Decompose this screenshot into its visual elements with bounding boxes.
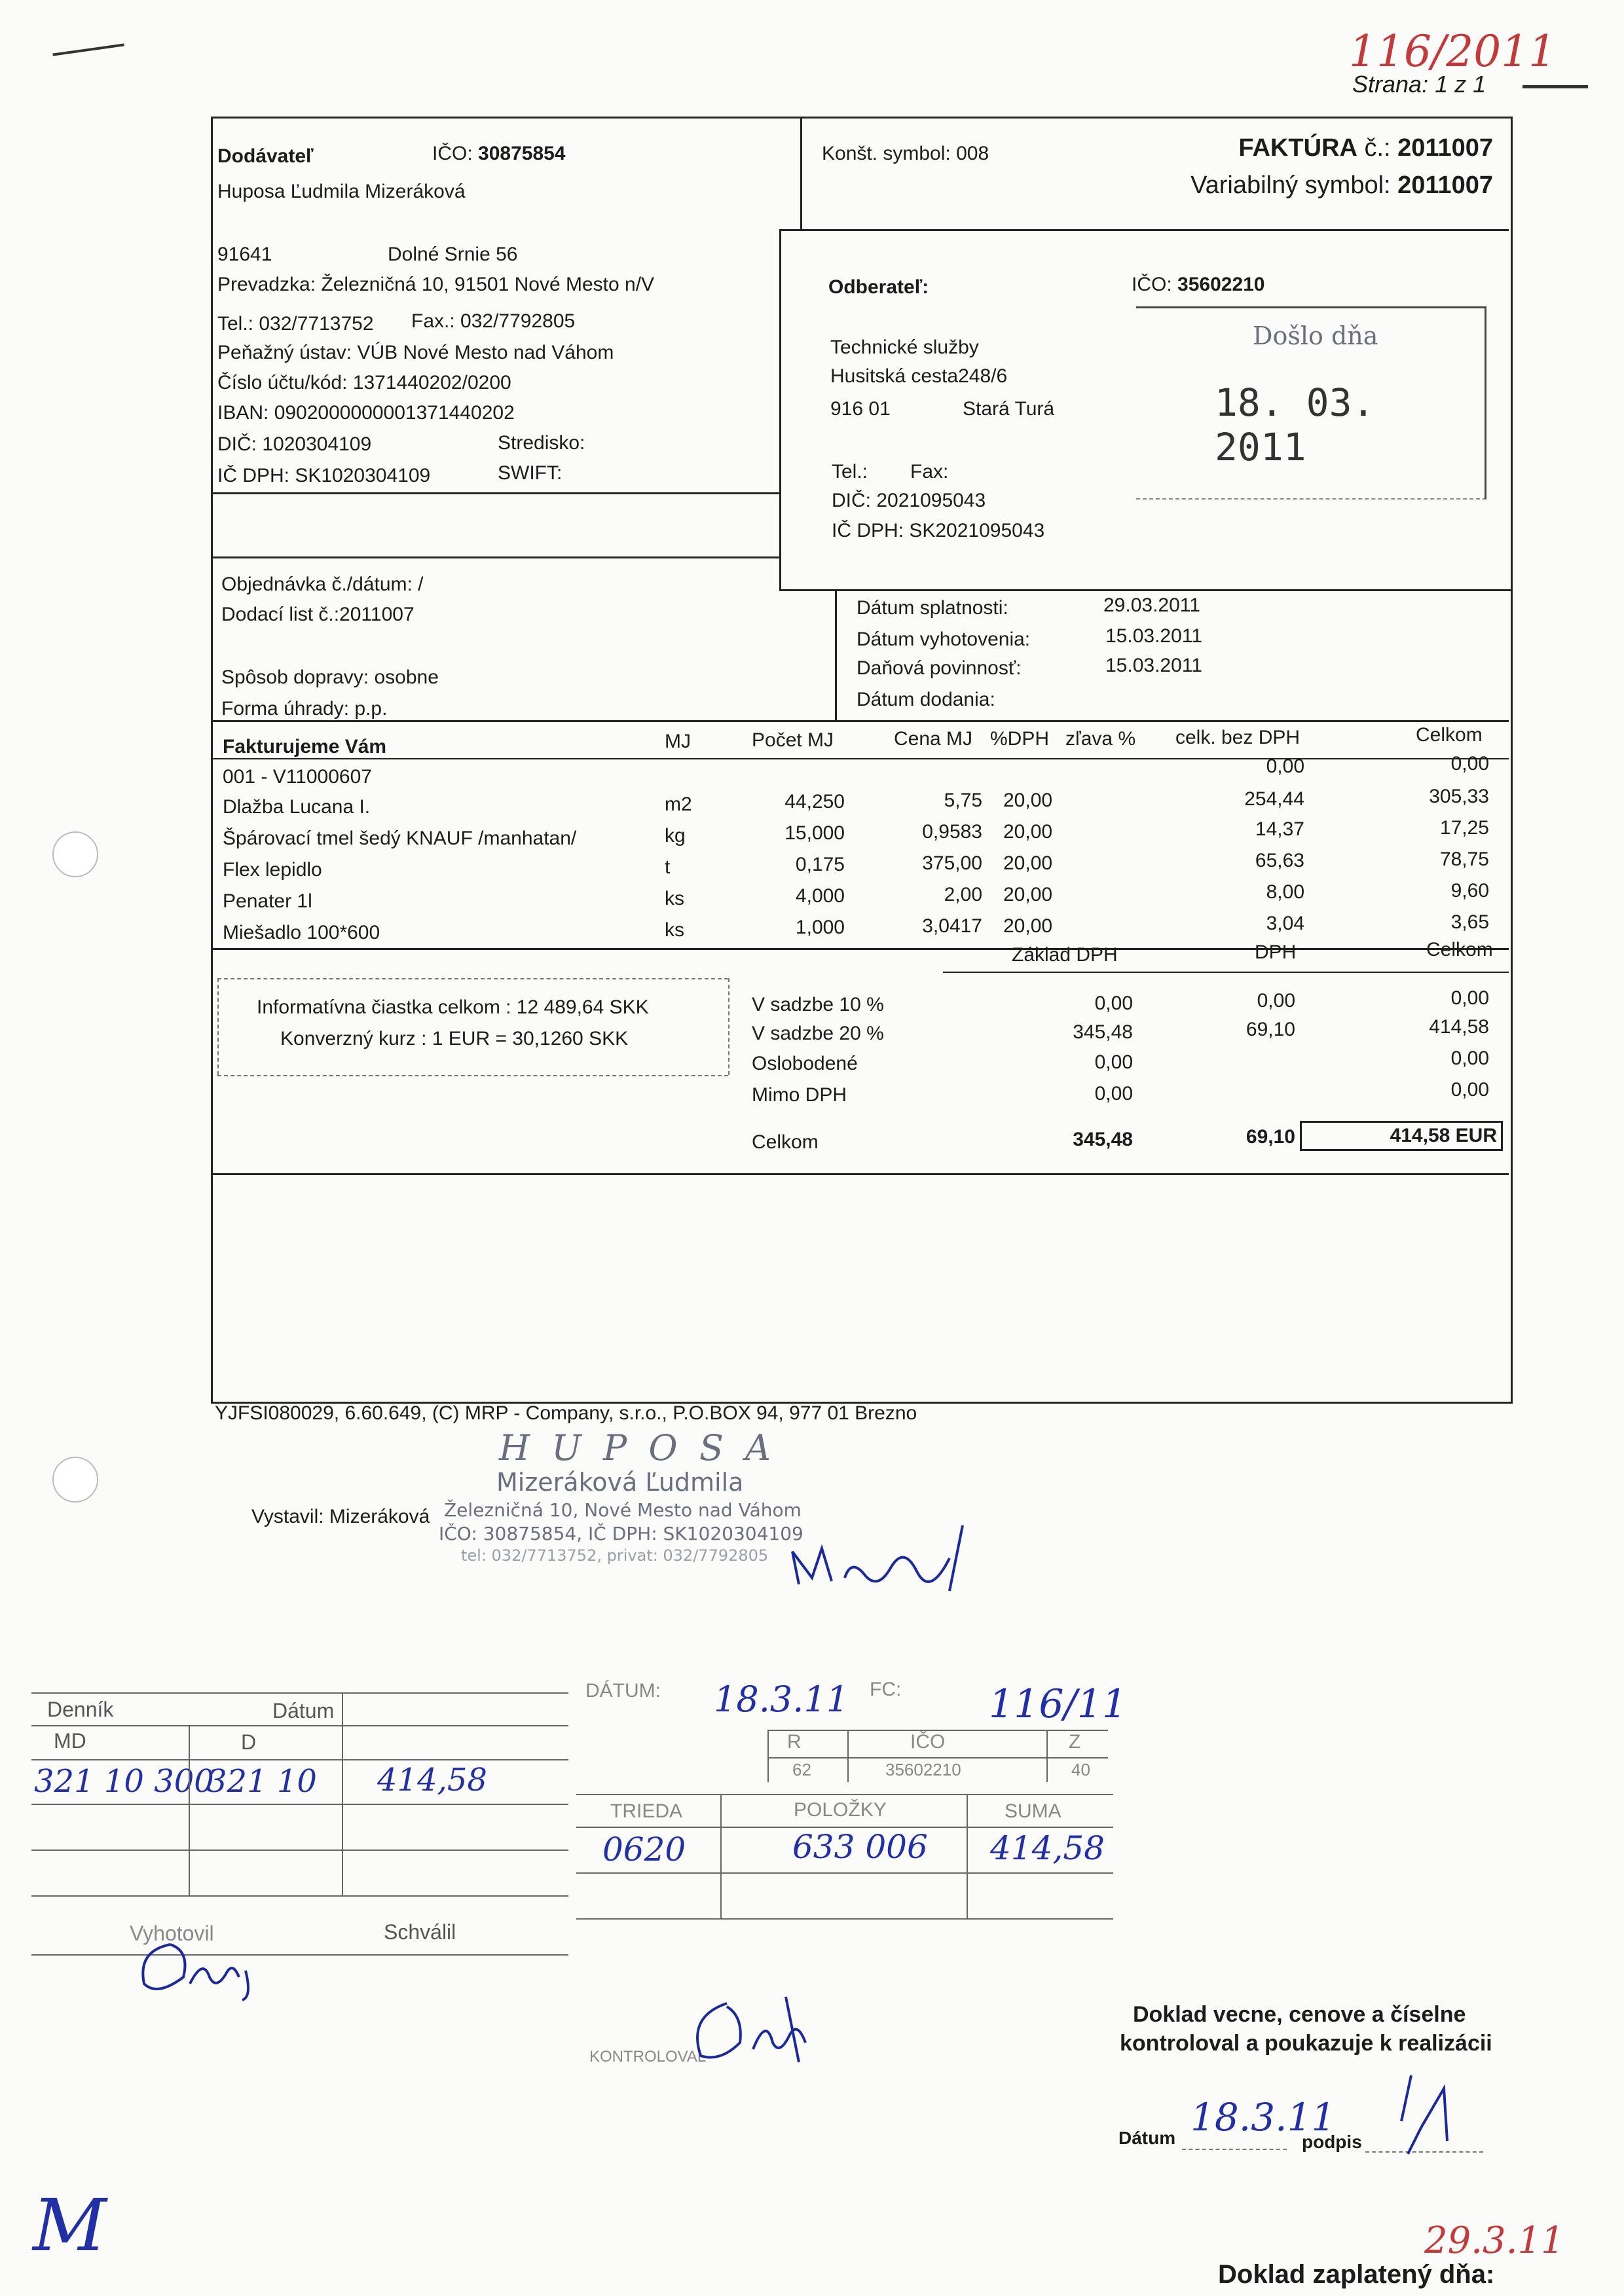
customer-zip: 916 01 — [830, 398, 891, 420]
summary-row-1-vat: 69,10 — [1246, 1019, 1295, 1040]
items-header-line — [211, 758, 1509, 759]
vyhotovenia-value: 15.03.2011 — [1105, 625, 1202, 647]
col-cena: Cena MJ — [894, 728, 973, 750]
supplier-bank: Peňažný ústav: VÚB Nové Mesto nad Váhom — [217, 342, 614, 363]
invoice-number: 2011007 — [1397, 134, 1493, 162]
item-3-qty: 0,175 — [795, 854, 845, 875]
pen-mark-top-left — [52, 43, 124, 56]
item-2-total: 17,25 — [1439, 817, 1489, 839]
company-stamp — [439, 1427, 805, 1578]
summary-dph-label: DPH — [1255, 941, 1297, 963]
supplier-bottom-line — [211, 492, 781, 494]
items-bottom-line — [211, 948, 1509, 950]
posting-col-a — [720, 1794, 722, 1918]
summary-row-3-base: 0,00 — [1094, 1083, 1133, 1104]
posting-col-ico — [847, 1730, 849, 1782]
col-bez-dph: celk. bez DPH — [1175, 727, 1301, 748]
posting-datum-label: DÁTUM: — [585, 1680, 661, 1702]
posting-trieda-label: TRIEDA — [610, 1800, 683, 1822]
summary-row-1-total: 414,58 — [1429, 1016, 1489, 1038]
order-objednavka: Objednávka č./dátum: / — [221, 574, 424, 595]
summary-kurz: Konverzný kurz : 1 EUR = 30,1260 SKK — [280, 1028, 629, 1049]
konst-symbol: Konšt. symbol: 008 — [822, 143, 989, 164]
ledger-col-2 — [342, 1692, 343, 1895]
faktura-c: č.: — [1364, 134, 1391, 162]
summary-row-0-base: 0,00 — [1094, 993, 1133, 1014]
item-5-vat: 20,00 — [1003, 915, 1053, 937]
approver-signature-icon — [1382, 2062, 1460, 2160]
supplier-dic: DIČ: 1020304109 — [217, 433, 372, 455]
splatnosti-value: 29.03.2011 — [1103, 594, 1200, 616]
invoice-title — [1238, 134, 1493, 162]
received-label: Došlo dňa — [1253, 321, 1378, 350]
supplier-stredisko: Stredisko: — [498, 432, 585, 454]
summary-row-0-total: 0,00 — [1450, 987, 1489, 1009]
order-divider — [835, 589, 837, 720]
ledger-line-6 — [31, 1954, 568, 1956]
ledger-amount: 414,58 — [377, 1762, 487, 1798]
order-doprava: Spôsob dopravy: osobne — [221, 666, 439, 688]
page-count: Strana: 1 z 1 — [1352, 71, 1486, 98]
item-0-name: 001 - V11000607 — [223, 766, 372, 788]
posting-col-z — [1046, 1730, 1048, 1782]
item-5-mj: ks — [665, 919, 684, 941]
posting-z-value: 40 — [1071, 1760, 1090, 1779]
supplier-swift: SWIFT: — [498, 462, 563, 484]
ledger-col-1 — [189, 1725, 190, 1895]
item-3-net: 65,63 — [1255, 850, 1304, 871]
dodavatel-label: Dodávateľ — [217, 145, 314, 167]
posting-col-b — [967, 1794, 968, 1918]
ledger-md: MD — [54, 1729, 86, 1753]
posting-line-3 — [576, 1794, 1113, 1795]
approval-line-1: Doklad vecne, cenove a číselne — [1133, 2002, 1466, 2027]
summary-bottom-line — [211, 1173, 1509, 1175]
punch-hole-lower — [52, 1457, 98, 1503]
item-2-mj: kg — [665, 825, 686, 847]
supplier-ico-value: 30875854 — [478, 143, 566, 164]
summary-header-line — [943, 972, 1509, 973]
approval-date-line — [1182, 2149, 1287, 2150]
item-0-net: 0,00 — [1266, 756, 1304, 777]
handwritten-reference: 116/2011 — [1349, 26, 1557, 77]
edge-mark-top-right — [1522, 85, 1588, 88]
ledger-signature-icon — [131, 1931, 288, 2003]
posting-line-2 — [767, 1757, 1108, 1758]
vystavil: Vystavil: Mizeráková — [251, 1506, 430, 1527]
var-symbol-value: 2011007 — [1397, 172, 1493, 199]
ledger-vyhotovil: Vyhotovil — [130, 1922, 214, 1945]
supplier-tel: Tel.: 032/7713752 — [217, 313, 374, 335]
item-3-vat: 20,00 — [1003, 852, 1053, 874]
summary-row-2-label: Oslobodené — [752, 1053, 858, 1074]
summary-row-2-total: 0,00 — [1450, 1048, 1489, 1069]
supplier-ico — [432, 143, 566, 165]
ledger-d-value: 321 10 — [207, 1763, 317, 1800]
posting-kontroloval: KONTROLOVAL — [589, 2048, 707, 2066]
supplier-zip: 91641 — [217, 244, 272, 265]
item-2-name: Špárovací tmel šedý KNAUF /manhatan/ — [223, 828, 577, 849]
stamp-ico: IČO: 30875854, IČ DPH: SK1020304109 — [439, 1523, 803, 1544]
order-dodaci: Dodací list č.:2011007 — [221, 604, 415, 625]
supplier-ico-label: IČO: — [432, 143, 473, 164]
ledger-schvalil: Schválil — [384, 1920, 456, 1944]
posting-z-label: Z — [1069, 1731, 1081, 1753]
posting-polozky-label: POLOŽKY — [794, 1799, 887, 1821]
supplier-name: Huposa Ľudmila Mizeráková — [217, 181, 466, 202]
vyhotovenia-label: Dátum vyhotovenia: — [857, 629, 1031, 650]
supplier-heading — [217, 145, 314, 168]
info-box-right — [728, 978, 729, 1075]
paid-date-value: 29.3.11 — [1424, 2219, 1564, 2262]
item-5-qty: 1,000 — [795, 917, 845, 938]
customer-tel: Tel.: — [832, 461, 868, 483]
item-3-price: 375,00 — [922, 852, 982, 874]
col-mj: MJ — [665, 731, 691, 752]
supplier-prevadzka: Prevadzka: Železničná 10, 91501 Nové Mesto n/V — [217, 274, 655, 295]
item-5-total: 3,65 — [1450, 911, 1489, 933]
summary-total-sum: 414,58 EUR — [1300, 1121, 1503, 1151]
customer-street: Husitská cesta248/6 — [830, 365, 1008, 387]
issuer-signature-icon — [786, 1512, 995, 1597]
ledger-stamp — [31, 1692, 568, 1974]
col-zlava: zľava % — [1065, 728, 1136, 750]
header-divider — [800, 117, 802, 231]
supplier-street: Dolné Srnie 56 — [388, 244, 518, 265]
summary-row-0-vat: 0,00 — [1257, 990, 1295, 1011]
item-3-name: Flex lepidlo — [223, 859, 322, 881]
posting-polozky-value: 633 006 — [792, 1828, 928, 1866]
customer-ico — [1132, 274, 1265, 296]
item-1-mj: m2 — [665, 793, 692, 815]
summary-info: Informatívna čiastka celkom : 12 489,64 SKK — [257, 996, 649, 1018]
item-2-qty: 15,000 — [784, 822, 845, 844]
posting-datum-value: 18.3.11 — [714, 1679, 849, 1720]
col-dph: %DPH — [990, 728, 1050, 750]
item-4-name: Penater 1l — [223, 890, 312, 912]
summary-row-1-base: 345,48 — [1073, 1021, 1133, 1043]
posting-suma-label: SUMA — [1005, 1800, 1061, 1822]
summary-celkom-label: Celkom — [1426, 939, 1493, 960]
ledger-d: D — [241, 1730, 257, 1754]
supplier-fax: Fax.: 032/7792805 — [411, 310, 576, 332]
order-top-line — [211, 556, 781, 558]
posting-line-6 — [576, 1918, 1113, 1920]
summary-total-label: Celkom — [752, 1131, 819, 1153]
customer-icdph: IČ DPH: SK2021095043 — [832, 520, 1045, 541]
item-3-mj: t — [665, 856, 671, 878]
posting-fc-value: 116/11 — [989, 1681, 1128, 1727]
stamp-sub: Mizeráková Ľudmila — [496, 1468, 744, 1497]
item-1-name: Dlažba Lucana I. — [223, 796, 371, 818]
col-celkom: Celkom — [1416, 724, 1483, 746]
item-4-price: 2,00 — [944, 884, 982, 905]
dodania-label: Dátum dodania: — [857, 689, 995, 710]
approval-datum: Dátum — [1118, 2128, 1176, 2148]
col-pocet: Počet MJ — [752, 729, 834, 751]
posting-fc-label: FC: — [870, 1679, 902, 1700]
item-3-total: 78,75 — [1439, 848, 1489, 870]
posting-ico-value: 35602210 — [885, 1760, 961, 1779]
posting-r-label: R — [787, 1731, 802, 1753]
splatnosti-label: Dátum splatnosti: — [857, 597, 1008, 619]
ledger-line-5 — [31, 1895, 568, 1897]
customer-dic: DIČ: 2021095043 — [832, 490, 986, 511]
item-2-vat: 20,00 — [1003, 821, 1053, 843]
posting-col-r — [767, 1730, 769, 1782]
customer-ico-value: 35602210 — [1177, 274, 1265, 295]
software-line: YJFSI080029, 6.60.649, (C) MRP - Company, s.r.o., P.O.BOX 94, 977 01 Brezno — [215, 1402, 917, 1424]
info-box-left — [217, 978, 219, 1075]
summary-row-0-label: V sadzbe 10 % — [752, 994, 884, 1015]
ledger-top-line — [31, 1692, 568, 1694]
ledger-line-4 — [31, 1850, 568, 1851]
item-4-mj: ks — [665, 888, 684, 909]
item-5-price: 3,0417 — [922, 915, 982, 937]
item-1-total: 305,33 — [1429, 786, 1489, 807]
summary-total-base: 345,48 — [1073, 1129, 1133, 1150]
summary-row-3-label: Mimo DPH — [752, 1084, 847, 1106]
item-4-net: 8,00 — [1266, 881, 1304, 903]
item-4-total: 9,60 — [1450, 880, 1489, 902]
item-2-net: 14,37 — [1255, 818, 1304, 840]
summary-zaklad-label: Základ DPH — [1012, 944, 1118, 966]
customer-label: Odberateľ: — [828, 276, 929, 298]
approval-date-value: 18.3.11 — [1190, 2095, 1336, 2140]
stamp-tel: tel: 032/7713752, privat: 032/7792805 — [461, 1546, 769, 1565]
povinnost-value: 15.03.2011 — [1105, 655, 1202, 676]
item-4-qty: 4,000 — [795, 885, 845, 907]
ledger-dennik: Denník — [47, 1698, 114, 1721]
item-1-net: 254,44 — [1244, 788, 1304, 810]
ledger-md-value: 321 10 300 — [34, 1763, 214, 1800]
ledger-line-3 — [31, 1804, 568, 1805]
povinnost-label: Daňová povinnosť: — [857, 657, 1022, 679]
supplier-icdph: IČ DPH: SK1020304109 — [217, 465, 431, 486]
posting-trieda-value: 0620 — [602, 1831, 686, 1868]
item-1-qty: 44,250 — [784, 791, 845, 812]
ledger-line-2 — [31, 1759, 568, 1760]
col-fakturujeme: Fakturujeme Vám — [223, 736, 387, 757]
stamp-addr: Železničná 10, Nové Mesto nad Váhom — [444, 1499, 802, 1521]
supplier-iban: IBAN: 0902000000001371440202 — [217, 402, 515, 424]
order-uhrada: Forma úhrady: p.p. — [221, 698, 388, 720]
item-1-price: 5,75 — [944, 790, 982, 811]
item-4-vat: 20,00 — [1003, 884, 1053, 905]
summary-row-2-base: 0,00 — [1094, 1051, 1133, 1073]
item-0-total: 0,00 — [1450, 753, 1489, 774]
summary-row-3-total: 0,00 — [1450, 1079, 1489, 1101]
supplier-account: Číslo účtu/kód: 1371440202/0200 — [217, 372, 511, 393]
controller-signature-icon — [681, 1990, 851, 2069]
customer-name: Technické služby — [830, 337, 979, 358]
initials-mark: M — [33, 2183, 107, 2267]
posting-suma-value: 414,58 — [990, 1829, 1105, 1867]
summary-total-vat: 69,10 — [1246, 1126, 1295, 1148]
item-5-net: 3,04 — [1266, 913, 1304, 934]
var-symbol-label: Variabilný symbol: — [1190, 172, 1391, 199]
approval-line-2: kontroloval a poukazuje k realizácii — [1120, 2031, 1492, 2056]
approval-podpis: podpis — [1302, 2132, 1362, 2152]
punch-hole-upper — [52, 831, 98, 877]
customer-ico-label: IČO: — [1132, 274, 1172, 295]
item-1-vat: 20,00 — [1003, 790, 1053, 811]
customer-fax: Fax: — [910, 461, 949, 483]
info-box-bottom — [217, 1075, 728, 1076]
item-5-name: Miešadlo 100*600 — [223, 922, 380, 943]
summary-row-1-label: V sadzbe 20 % — [752, 1023, 884, 1044]
posting-line-5 — [576, 1872, 1113, 1874]
items-top-line — [211, 720, 1509, 722]
posting-ico-label: IČO — [910, 1731, 946, 1753]
approval-paid: Doklad zaplatený dňa: — [1218, 2260, 1495, 2289]
received-date: 18. 03. 2011 — [1215, 380, 1375, 469]
info-box-top — [217, 978, 728, 979]
ledger-datum: Dátum — [272, 1699, 335, 1722]
customer-city: Stará Turá — [963, 398, 1055, 420]
posting-r-value: 62 — [792, 1760, 811, 1779]
item-2-price: 0,9583 — [922, 821, 982, 843]
faktura-label: FAKTÚRA — [1238, 134, 1357, 162]
ledger-line-1 — [31, 1725, 568, 1726]
received-stamp — [1136, 306, 1486, 500]
variable-symbol — [1190, 172, 1493, 200]
stamp-name: H U P O S A — [499, 1427, 777, 1468]
